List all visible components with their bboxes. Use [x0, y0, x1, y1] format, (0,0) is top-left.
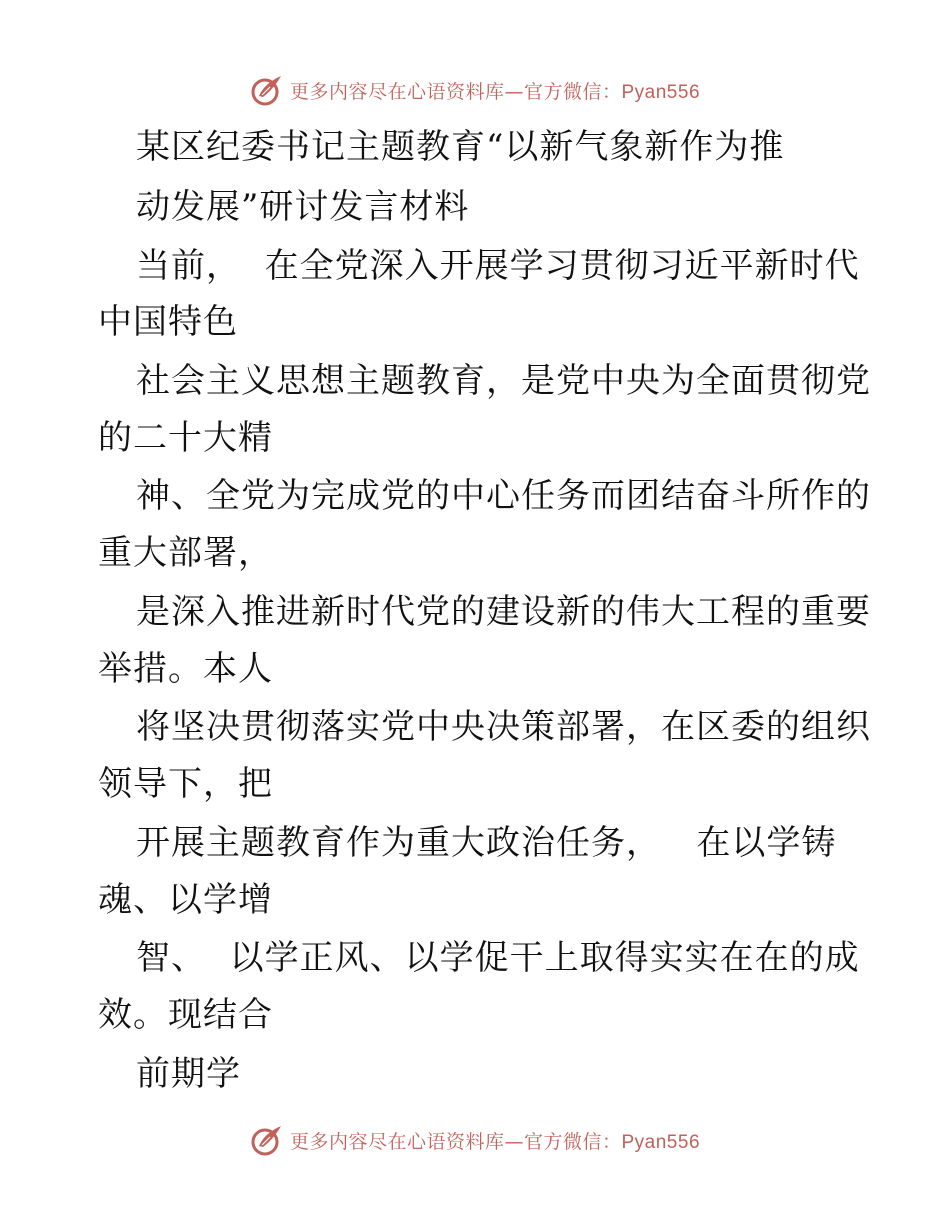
body-line: 的二十大精 [98, 418, 273, 458]
body-line: 当前， 在全党深入开展学习贯彻习近平新时代 [136, 246, 860, 286]
header-wechat-label: 官方微信： [523, 80, 622, 103]
body-line: 社会主义思想主题教育，是党中央为全面贯彻党 [136, 361, 871, 401]
body-line: 是深入推进新时代党的建设新的伟大工程的重要 [136, 592, 871, 632]
body-line: 效。现结合 [98, 995, 273, 1035]
footer-banner [0, 1120, 950, 1160]
body-line: 将坚决贯彻落实党中央决策部署，在区委的组织 [136, 707, 871, 747]
header-text [290, 77, 700, 104]
title-line-2: 动发展”研讨发言材料 [136, 187, 470, 227]
header-wechat-id: Pyan556 [621, 81, 701, 103]
body-line: 领导下，把 [98, 764, 273, 804]
header-banner [0, 70, 950, 110]
header-brand-text: 更多内容尽在心语资料库 [289, 80, 505, 103]
body-line: 举措。本人 [98, 649, 273, 689]
body-line: 中国特色 [98, 302, 238, 342]
footer-text [290, 1127, 700, 1154]
body-line: 智、 以学正风、以学促干上取得实实在在的成 [136, 938, 860, 978]
footer-brand-text: 更多内容尽在心语资料库 [289, 1130, 505, 1153]
footer-banner-inner [250, 1123, 700, 1157]
body-line: 重大部署， [98, 533, 273, 573]
body-line: 开展主题教育作为重大政治任务， 在以学铸 [136, 823, 837, 863]
body-line: 前期学 [136, 1054, 241, 1094]
footer-wechat-id: Pyan556 [621, 1131, 701, 1153]
quill-logo-icon [250, 73, 284, 107]
body-line: 魂、以学增 [98, 880, 273, 920]
title-line-1: 某区纪委书记主题教育“以新气象新作为推 [136, 127, 785, 167]
footer-dash: — [504, 1130, 524, 1153]
quill-logo-icon [250, 1123, 284, 1157]
header-banner-inner [250, 73, 700, 107]
header-dash: — [504, 80, 524, 103]
footer-wechat-label: 官方微信： [523, 1130, 622, 1153]
body-line: 神、全党为完成党的中心任务而团结奋斗所作的 [136, 476, 871, 516]
